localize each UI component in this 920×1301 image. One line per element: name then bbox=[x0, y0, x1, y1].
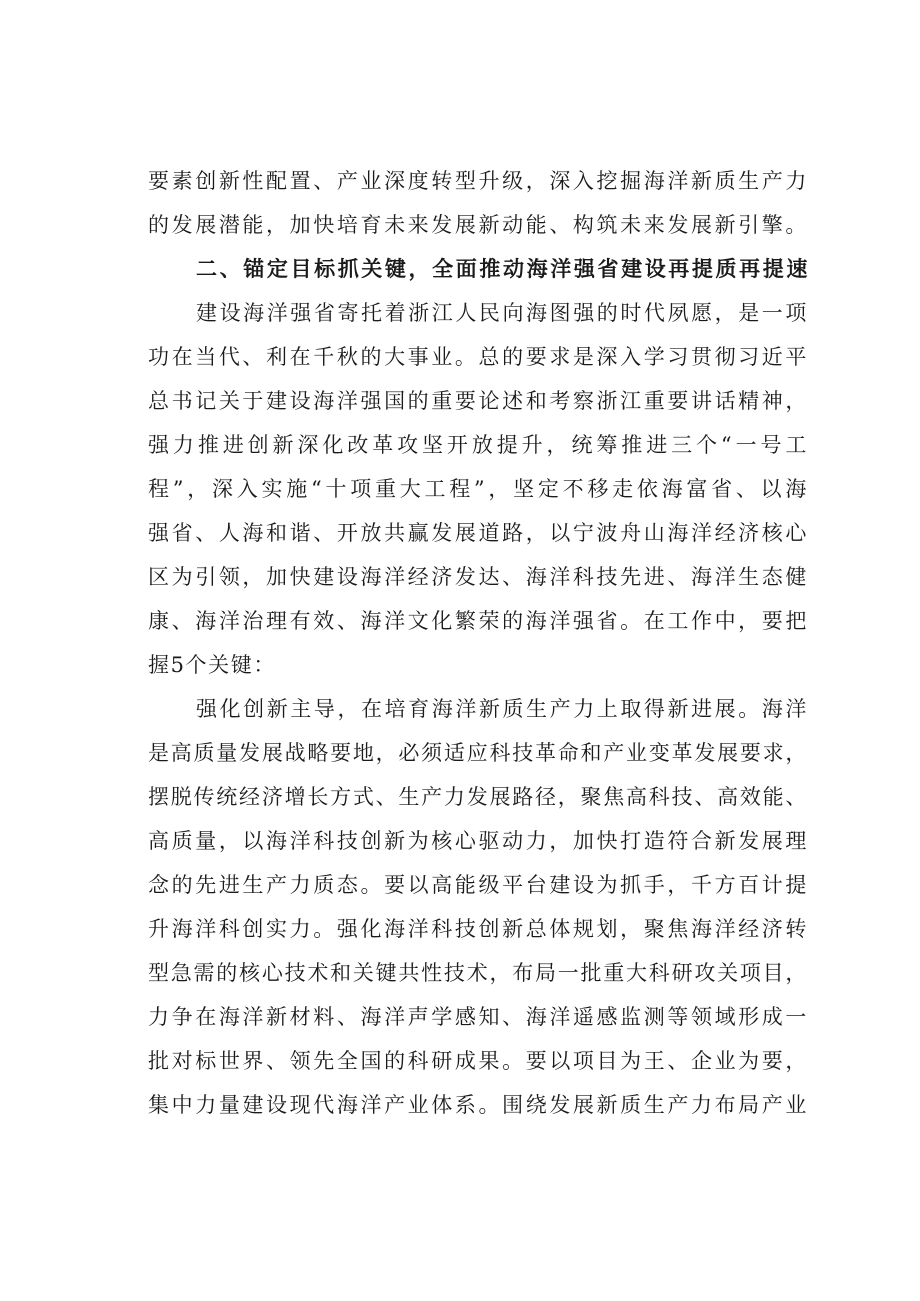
paragraph2-line-3: 摆脱传统经济增长方式、生产力发展路径，聚焦高科技、高效能、 bbox=[148, 785, 808, 809]
paragraph1-line-5: 程”，深入实施“十项重大工程”，坚定不移走依海富省、以海 bbox=[148, 477, 808, 501]
paragraph2-line-10: 集中力量建设现代海洋产业体系。围绕发展新质生产力布局产业 bbox=[148, 1093, 808, 1117]
paragraph2-line-4: 高质量，以海洋科技创新为核心驱动力，加快打造符合新发展理 bbox=[148, 829, 808, 853]
paragraph2-line-6: 升海洋科创实力。强化海洋科技创新总体规划，聚焦海洋经济转 bbox=[148, 917, 808, 941]
paragraph2-line-7: 型急需的核心技术和关键共性技术，布局一批重大科研攻关项目， bbox=[148, 961, 808, 985]
paragraph2-line-9: 批对标世界、领先全国的科研成果。要以项目为王、企业为要， bbox=[148, 1049, 808, 1073]
paragraph2-line-5: 念的先进生产力质态。要以高能级平台建设为抓手，千方百计提 bbox=[148, 873, 808, 897]
paragraph2-line-1: 强化创新主导，在培育海洋新质生产力上取得新进展。海洋 bbox=[196, 697, 808, 721]
paragraph1-line-9: 握5个关键： bbox=[148, 653, 276, 677]
intro-line-2: 的发展潜能，加快培育未来发展新动能、构筑未来发展新引擎。 bbox=[148, 213, 808, 237]
paragraph1-line-3: 总书记关于建设海洋强国的重要论述和考察浙江重要讲话精神， bbox=[148, 389, 808, 413]
intro-line-1: 要素创新性配置、产业深度转型升级，深入挖掘海洋新质生产力 bbox=[148, 169, 808, 193]
paragraph1-line-7: 区为引领，加快建设海洋经济发达、海洋科技先进、海洋生态健 bbox=[148, 565, 808, 589]
paragraph1-line-2: 功在当代、利在千秋的大事业。总的要求是深入学习贯彻习近平 bbox=[148, 345, 808, 369]
section-heading: 二、锚定目标抓关键，全面推动海洋强省建设再提质再提速 bbox=[196, 257, 808, 281]
paragraph2-line-8: 力争在海洋新材料、海洋声学感知、海洋遥感监测等领域形成一 bbox=[148, 1005, 808, 1029]
paragraph1-line-1: 建设海洋强省寄托着浙江人民向海图强的时代夙愿，是一项 bbox=[196, 301, 808, 325]
paragraph2-line-2: 是高质量发展战略要地，必须适应科技革命和产业变革发展要求， bbox=[148, 741, 808, 765]
paragraph1-line-4: 强力推进创新深化改革攻坚开放提升，统筹推进三个“一号工 bbox=[148, 433, 808, 457]
paragraph1-line-8: 康、海洋治理有效、海洋文化繁荣的海洋强省。在工作中，要把 bbox=[148, 609, 808, 633]
paragraph1-line-6: 强省、人海和谐、开放共赢发展道路，以宁波舟山海洋经济核心 bbox=[148, 521, 808, 545]
